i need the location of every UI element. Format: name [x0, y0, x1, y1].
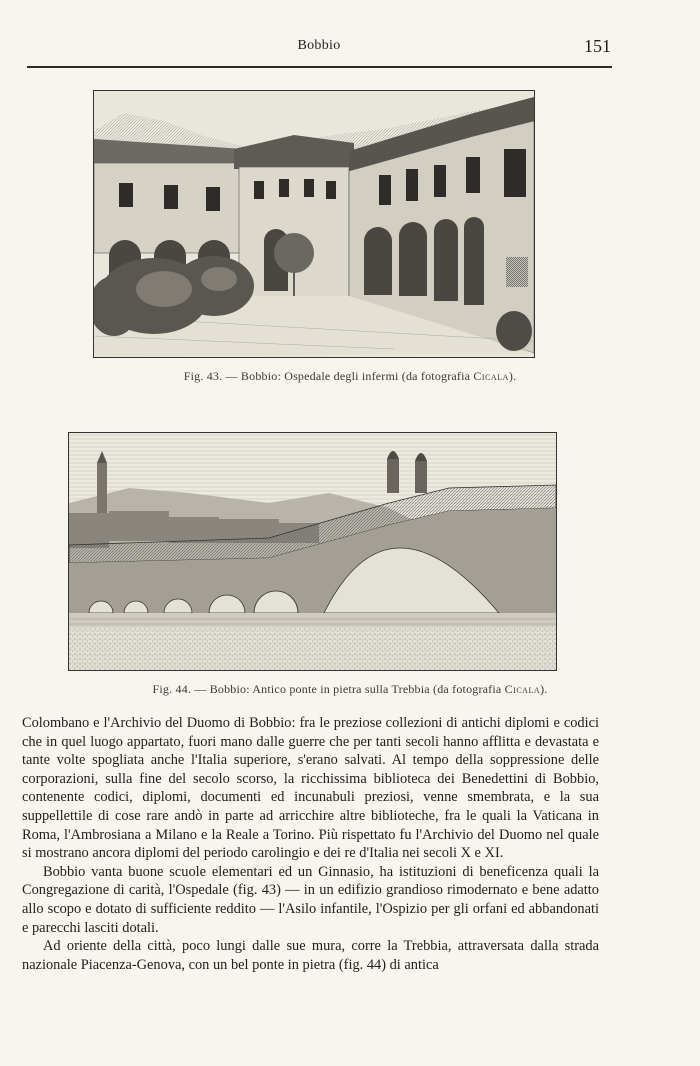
figure-44-bridge-engraving [68, 432, 557, 671]
body-text [22, 714, 599, 974]
bridge-illustration [69, 433, 556, 670]
running-title: Bobbio [297, 38, 341, 53]
figure-43-hospital-engraving [93, 90, 535, 358]
running-header [27, 36, 611, 58]
paragraph-2: Bobbio vanta buone scuole elementari ed un Ginnasio, ha istituzioni di beneficenza quali la Congregazione di carità, l'Ospedale (fig. 43) — in un edifizio grandioso rimodernato e bene adatto allo scopo e dotato di sufficiente reddito — l'Asilo infantile, l'Ospizio per gli orfani ed abbandonati e parecchi lasciti dotali. [22, 863, 599, 936]
paragraph-1: Colombano e l'Archivio del Duomo di Bobbio: fra le preziose collezioni di antichi diplomi e codici che in quel luogo appartato, fuori mano dalle guerre che per tanti secoli hanno afflitta e devastata e tante volte spogliata anche l'Italia superiore, s'erano salvati. Al tempo della soppressione delle corporazioni, sulla fine del secolo scorso, la ricchissima biblioteca dei Benedettini di Bobbio, contenente codici, diplomi, documenti ed incunabuli preziosi, venne smembrata, e la sua suppellettile di cose rare andò in parte ad arricchire altre biblioteche, fra le quali la Vaticana in Roma, l'Ambrosiana a Milano e la Reale a Torino. Più rispettato fu l'Archivio del Duomo nel quale si mostrano ancora diplomi del periodo carolingio e dei re d'Italia nei secoli X e XI. [22, 715, 599, 862]
figure-43-caption: Fig. 43. — Bobbio: Ospedale degli infermi (da fotografia Cicala). [183, 369, 517, 383]
header-rule [27, 66, 612, 68]
hospital-illustration [94, 91, 534, 357]
figure-44-caption: Fig. 44. — Bobbio: Antico ponte in pietra sulla Trebbia (da fotografia Cicala). [152, 682, 548, 696]
page-number: 151 [584, 36, 611, 56]
paragraph-3: Ad oriente della città, poco lungi dalle sue mura, corre la Trebbia, attraversata dalla strada nazionale Piacenza-Genova, con un bel ponte in pietra (fig. 44) di antica [22, 938, 599, 973]
